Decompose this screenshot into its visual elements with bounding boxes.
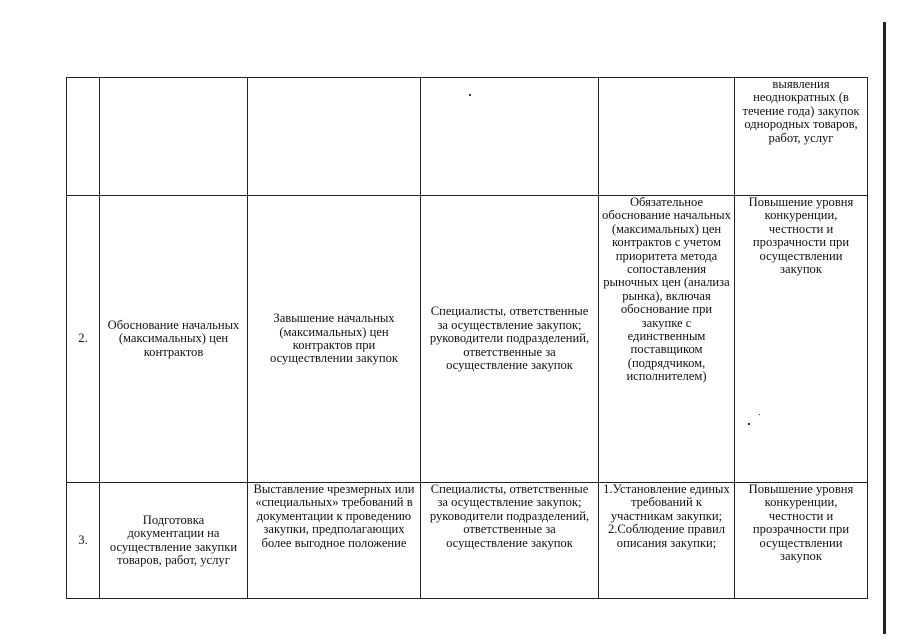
stage-cell [100, 78, 248, 196]
scan-speck [759, 414, 760, 415]
scan-speck [469, 94, 471, 96]
measures-cell: Обязательное обоснование начальных (максимальных) цен контрактов с учетом приоритета метода сопоставления рыночных цен (анализа рынка), включая обоснование при закупке с единственным поставщиком (подрядчиком, исполнителем) [599, 196, 735, 483]
result-cell: Повышение уровня конкуренции, честности и прозрачности при осуществлении закупок [735, 483, 868, 599]
officials-cell: Специалисты, ответственные за осуществление закупок; руководители подразделений, ответственные за осуществление закупок [421, 196, 599, 483]
risk-cell: Выставление чрезмерных или «специальных» требований в документации к проведению закупки, предполагающих более выгодное положение [248, 483, 421, 599]
officials-cell [421, 78, 599, 196]
row-number-cell: 2. [67, 196, 100, 483]
row-number-cell [67, 78, 100, 196]
risk-cell: Завышение начальных (максимальных) цен контрактов при осуществлении закупок [248, 196, 421, 483]
risk-cell [248, 78, 421, 196]
stage-cell: Подготовка документации на осуществление закупки товаров, работ, услуг [100, 483, 248, 599]
stage-cell: Обоснование начальных (максимальных) цен контрактов [100, 196, 248, 483]
measures-cell: 1.Установление единых требований к участникам закупки; 2.Соблюдение правил описания закупки; [599, 483, 735, 599]
table-row [67, 483, 868, 599]
result-cell: Повышение уровня конкуренции, честности и прозрачности при осуществлении закупок [735, 196, 868, 483]
corruption-risk-table [66, 77, 868, 599]
table-row [67, 78, 868, 196]
table-row [67, 196, 868, 483]
scan-edge-line [883, 22, 886, 634]
result-cell: выявления неоднократных (в течение года) закупок однородных товаров, работ, услуг [735, 78, 868, 196]
officials-cell: Специалисты, ответственные за осуществление закупок; руководители подразделений, ответственные за осуществление закупок [421, 483, 599, 599]
row-number-cell: 3. [67, 483, 100, 599]
scan-speck [748, 423, 750, 425]
measures-cell [599, 78, 735, 196]
